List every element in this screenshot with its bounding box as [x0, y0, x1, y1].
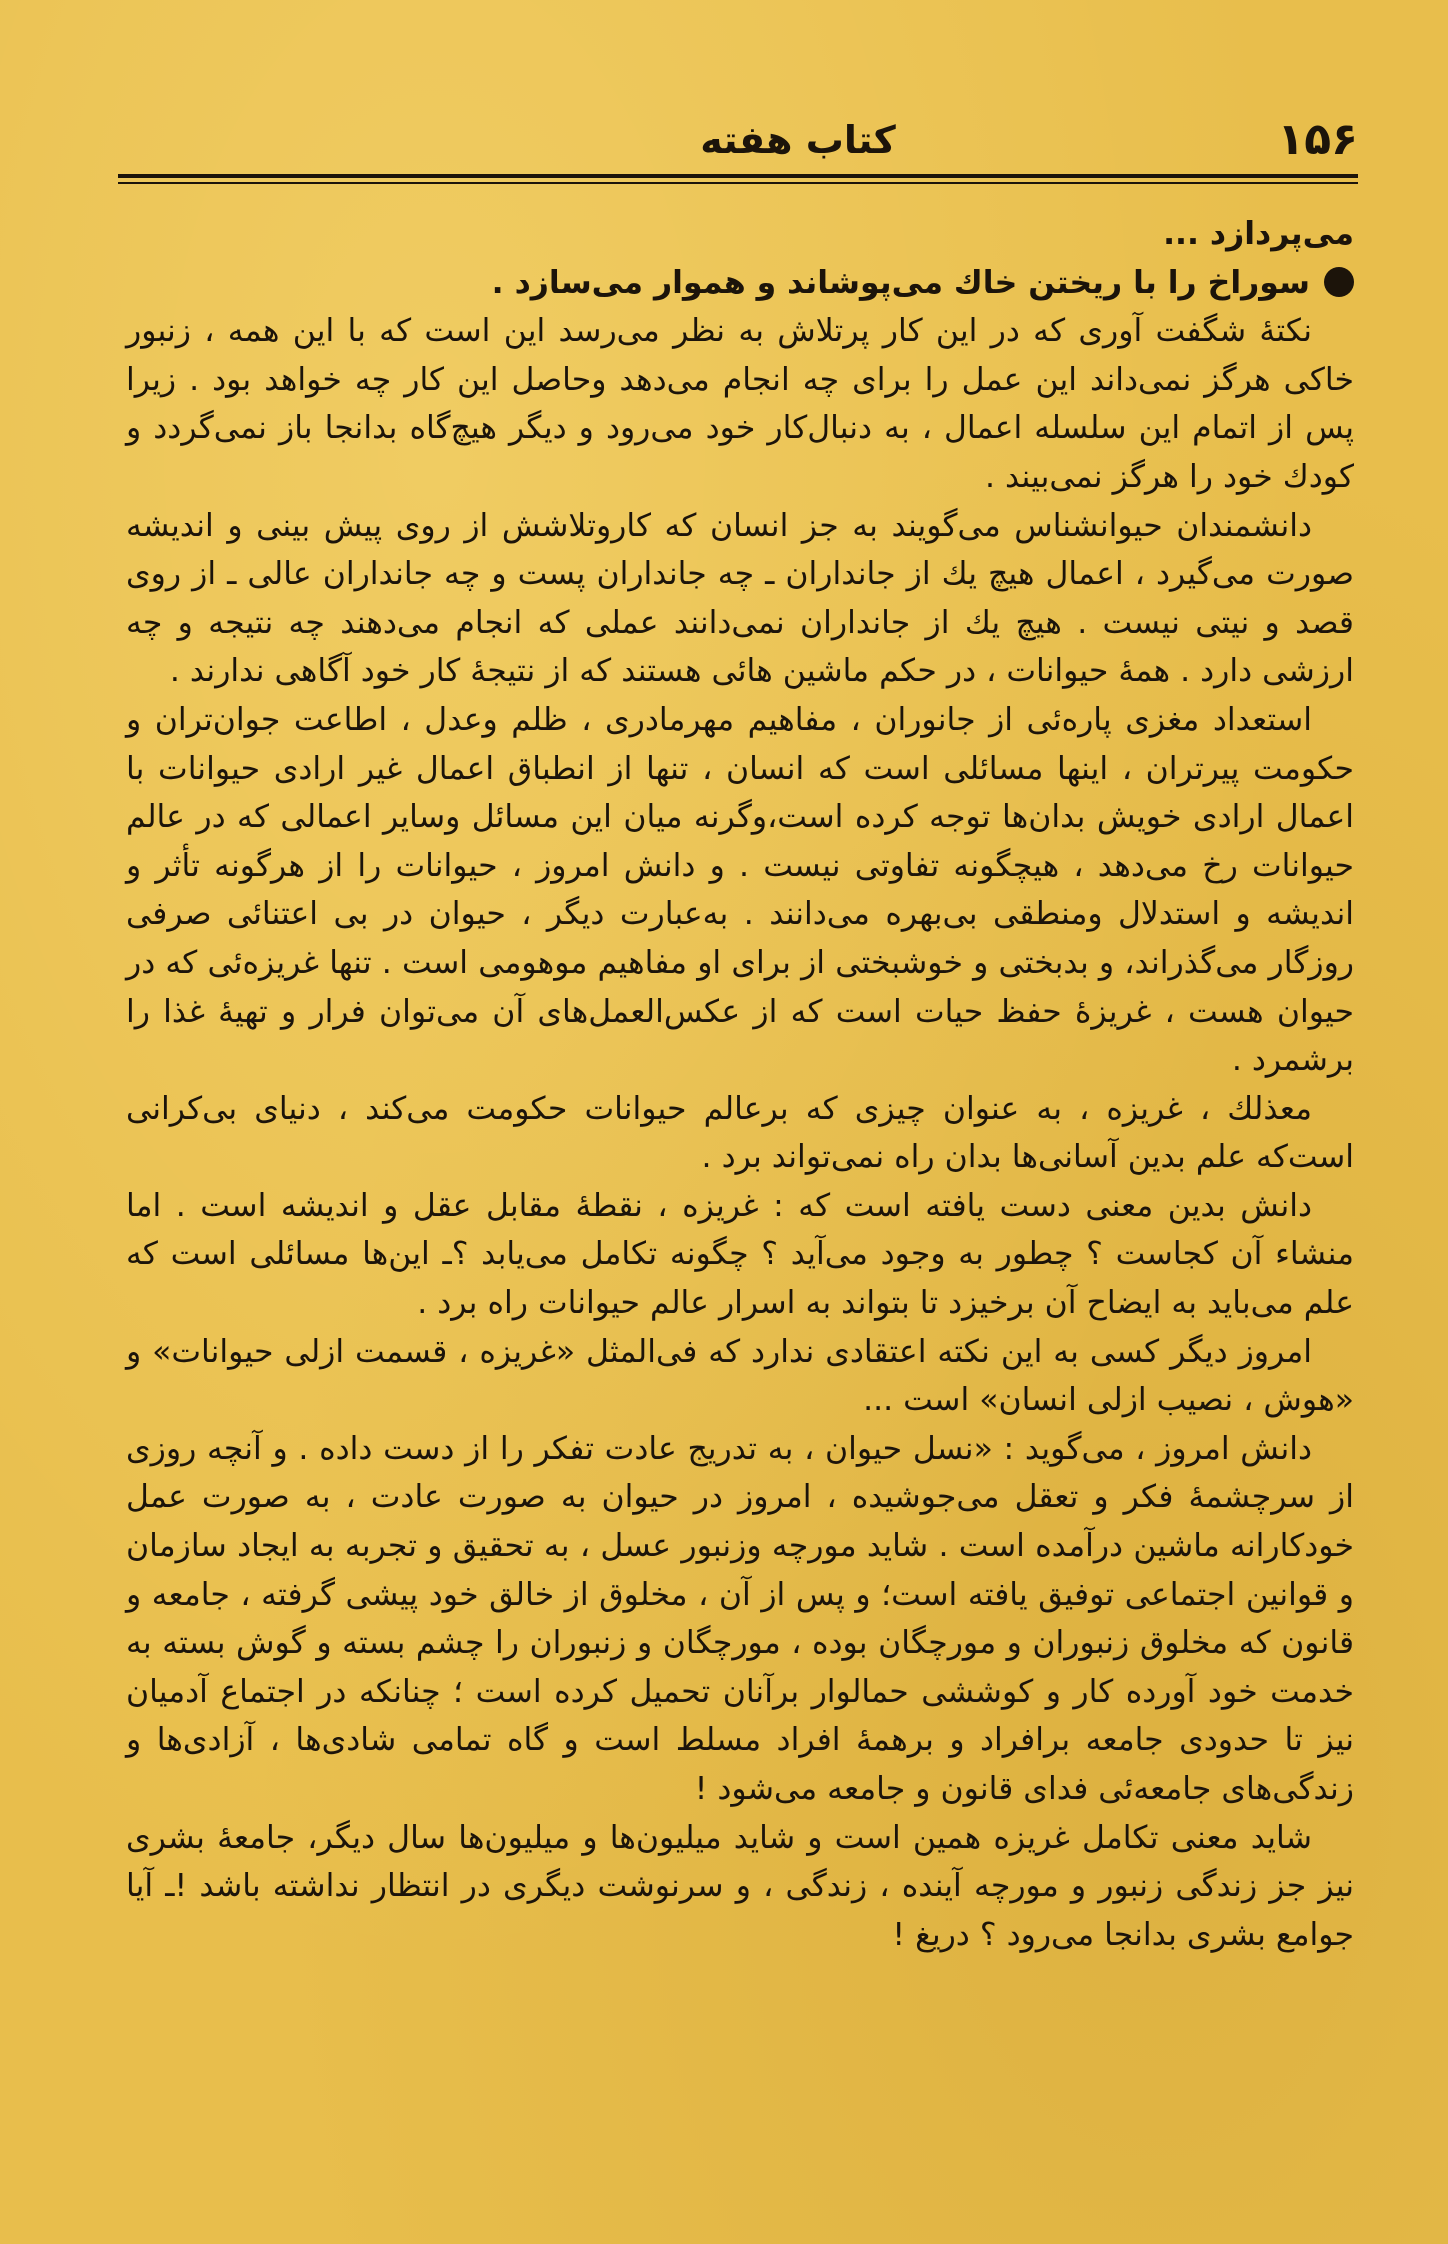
paragraph: شاید معنی تکامل غریزه همین است و شاید میلیون‌ها و میلیون‌ها سال دیگر، جامعهٔ بشری نیز جز زندگی زنبور و مورچه آینده ، زندگی ، و سرنوشت دیگری در انتظار نداشته باشد !ـ آیا جوامع بشری بدانجا می‌رود ؟ دریغ ! [126, 1819, 1354, 1953]
bullet-line-text: سوراخ را با ریختن خاك می‌پوشاند و هموار می‌سازد . [491, 264, 1310, 301]
body-text [126, 210, 1354, 1959]
page-number: ۱۵۶ [1277, 114, 1358, 165]
paragraph: دانش بدین معنی دست یافته است که : غریزه ، نقطهٔ مقابل عقل و اندیشه است . اما منشاء آن کجاست ؟ چطور به وجود می‌آید ؟ چگونه تکامل می‌یابد ؟ـ این‌ها مسائلی است که علم می‌باید به ایضاح آن برخیزد تا بتواند به اسرار عالم حیوانات راه برد . [126, 1187, 1354, 1322]
paragraph: دانشمندان حیوانشناس می‌گویند به جز انسان که کاروتلاشش از روی پیش بینی و اندیشه صورت می‌گیرد ، اعمال هیچ یك از جانداران ـ چه جانداران پست و چه جانداران عالی ـ از روی قصد و نیتی نیست . هیچ یك از جانداران نمی‌دانند عملی که انجام می‌دهند چه نتیجه و چه ارزشی دارد . همهٔ حیوانات ، در حکم ماشین هائی هستند که از نتیجهٔ کار خود آگاهی ندارند . [126, 507, 1354, 690]
page-header [118, 112, 1358, 168]
header-rule-thin [118, 182, 1358, 184]
bullet-dot-icon [1324, 267, 1354, 297]
paragraph: نکتهٔ شگفت آوری که در این کار پرتلاش به نظر می‌رسد این است که با این همه ، زنبور خاکی هرگز نمی‌داند این عمل را برای چه انجام می‌دهد وحاصل این کار چه خواهد بود . زیرا پس از اتمام این سلسله اعمال ، به دنبال‌کار خود می‌رود و دیگر هیچ‌گاه بدانجا باز نمی‌گردد و کودك خود را هرگز نمی‌بیند . [126, 313, 1354, 495]
intro-line: می‌پردازد ... [1163, 216, 1354, 252]
bullet-line [126, 259, 1354, 308]
paragraph: دانش امروز ، می‌گوید : «نسل حیوان ، به تدریج عادت تفکر را از دست داده . و آنچه روزی از سرچشمهٔ فکر و تعقل می‌جوشیده ، امروز در حیوان به صورت عادت ، به صورت عمل خودکارانه ماشین درآمده است . شاید مورچه وزنبور عسل ، به تحقیق و تجربه به ایجاد سازمان و قوانین اجتماعی توفیق یافته است؛ و پس از آن ، مخلوق از خالق خود پیشی گرفته ، جامعه و قانون که مخلوق زنبوران و مورچگان بوده ، مورچگان و زنبوران را چشم بسته و گوش بسته به خدمت خود آورده کار و کوششی حمالوار برآنان تحمیل کرده است ؛ چنانکه در اجتماع آدمیان نیز تا حدودی جامعه برافراد و برهمهٔ افراد مسلط است و گاه تمامی شادی‌ها ، آزادی‌ها و زندگی‌های جامعه‌ئی فدای قانون و جامعه می‌شود ! [126, 1430, 1354, 1807]
paragraph: معذلك ، غریزه ، به عنوان چیزی که برعالم حیوانات حکومت می‌کند ، دنیای بی‌کرانی است‌که علم بدین آسانی‌ها بدان راه نمی‌تواند برد . [126, 1090, 1354, 1176]
paragraph: استعداد مغزی پاره‌ئی از جانوران ، مفاهیم مهرمادری ، ظلم وعدل ، اطاعت جوان‌تران و حکومت پیرتران ، اینها مسائلی است که انسان ، تنها از انطباق اعمال غیر ارادی حیوانات با اعمال ارادی خویش بدان‌ها توجه کرده است،وگرنه میان این مسائل وسایر اعمالی که در عالم حیوانات رخ می‌دهد ، هیچگونه تفاوتی نیست . و دانش امروز ، حیوانات را از هرگونه تأثر و اندیشه و استدلال ومنطقی بی‌بهره می‌دانند . به‌عبارت دیگر ، حیوان در بی اعتنائی صرفی روزگار می‌گذراند، و بدبختی و خوشبختی از برای او مفاهیم موهومی است . تنها غریزه‌ئی که در حیوان هست ، غریزهٔ حفظ حیات است که از عکس‌العمل‌های آن می‌توان فرار و تهیهٔ غذا را برشمرد . [126, 701, 1354, 1079]
paragraph: امروز دیگر کسی به این نکته اعتقادی ندارد که فی‌المثل «غریزه ، قسمت ازلی حیوانات» و «هوش ، نصیب ازلی انسان» است ... [126, 1333, 1354, 1419]
running-title: کتاب هفته [700, 118, 896, 162]
header-rule-thick [118, 174, 1358, 178]
